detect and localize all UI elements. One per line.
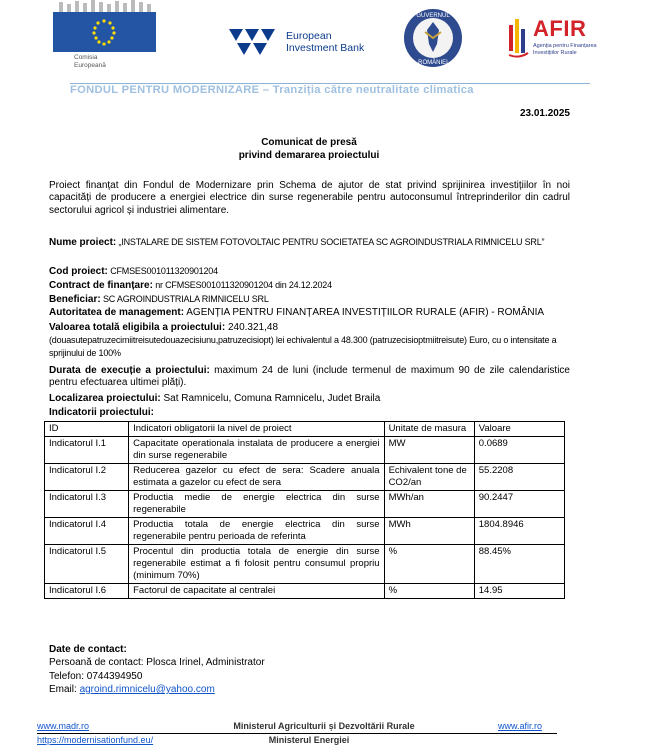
cell-id: Indicatorul I.1 [45, 437, 129, 464]
project-beneficiary-label: Beneficiar: [49, 294, 101, 305]
project-code-value: CFMSES001011320901204 [107, 266, 218, 276]
cell-value: 55.2208 [474, 464, 564, 491]
project-duration-label: Durata de execuție a proiectului: [49, 365, 210, 376]
project-name-value: „INSTALARE DE SISTEM FOTOVOLTAIC PENTRU SOCIETATEA SC AGROINDUSTRIALA RIMNICELU SRL” [116, 237, 545, 247]
cell-value: 90.2447 [474, 491, 564, 518]
document-heading [0, 136, 618, 162]
footer-madr-link[interactable]: www.madr.ro [37, 721, 90, 731]
document-date: 23.01.2025 [519, 108, 570, 119]
project-name-label: Nume proiect: [49, 237, 117, 248]
cell-value: 0.0689 [474, 437, 564, 464]
project-authority-label: Autoritatea de management: [49, 307, 185, 318]
afir-sub-line1: Agenția pentru Finanțarea [533, 43, 597, 49]
project-location-label: Localizarea proiectului: [49, 393, 161, 404]
eu-flag-icon [53, 12, 156, 52]
project-contract [49, 279, 570, 292]
ec-text-line2: Europeană [74, 62, 106, 69]
cell-unit: MWh/an [384, 491, 474, 518]
cell-id: Indicatorul I.5 [45, 545, 129, 584]
project-code [49, 265, 570, 278]
indicators-label: Indicatorii proiectului: [49, 407, 155, 418]
gov-seal-bottom-text: ROMÂNIEI [418, 60, 448, 66]
header-value: Valoare [474, 422, 564, 437]
project-beneficiary-value: SC AGROINDUSTRIALA RIMNICELU SRL [100, 294, 269, 304]
ec-text-line1: Comisia [74, 54, 98, 61]
contact-title: Date de contact: [49, 644, 127, 655]
project-value [49, 322, 570, 359]
footer-modernisation-link[interactable]: https://modernisationfund.eu/ [37, 735, 154, 745]
cell-indicator: Reducerea gazelor cu efect de sera: Scadere anuala estimata a gazelor cu efect de sera [129, 464, 384, 491]
afir-title: AFIR [533, 16, 587, 41]
project-value-detail: (douasutepatruzecimiitreisutedouazecisiunu,patruzecisiopt) lei echivalentul a 48.300 (patruzecisioptmiitreisute) Euro, cu o intensitate a sprijinului de 100% [49, 335, 557, 358]
contact-email-link[interactable]: agroind.rimnicelu@yahoo.com [79, 683, 215, 695]
project-location [49, 393, 570, 405]
table-row [45, 464, 565, 491]
cell-id: Indicatorul I.3 [45, 491, 129, 518]
project-beneficiary [49, 293, 570, 306]
afir-sub-line2: Investițiilor Rurale [533, 49, 577, 56]
contact-section [49, 643, 265, 696]
project-location-value: Sat Ramnicelu, Comuna Ramnicelu, Judet Braila [160, 393, 381, 404]
footer-divider [37, 733, 557, 734]
footer-ministry-agriculture: Ministerul Agriculturii și Dezvoltării Rurale [233, 721, 415, 731]
cell-id: Indicatorul I.2 [45, 464, 129, 491]
project-code-label: Cod proiect: [49, 266, 108, 277]
contact-email-label: Email: [49, 683, 80, 695]
header-unit: Unitate de masura [384, 422, 474, 437]
afir-subtitle [533, 43, 597, 56]
fund-title: FONDUL PENTRU MODERNIZARE – Tranziția către neutralitate climatica [70, 84, 474, 96]
eib-text-line2: Investment Bank [286, 42, 365, 54]
cell-value: 14.95 [474, 584, 564, 599]
project-name [49, 236, 570, 249]
indicators-table [44, 421, 565, 599]
cell-indicator: Productia medie de energie electrica din surse regenerabile [129, 491, 384, 518]
cell-unit: MW [384, 437, 474, 464]
table-header-row [45, 422, 565, 437]
cell-value: 88.45% [474, 545, 564, 584]
cell-id: Indicatorul I.4 [45, 518, 129, 545]
intro-paragraph: Proiect finanțat din Fondul de Modernizare prin Schema de ajutor de stat privind sprijinirea investițiilor în noi capacități de producere a energiei electrice din surse regenerabile pentru autoconsumul întreprinderilor din cadrul sectorului agricol și industriei alimentare. [49, 180, 570, 216]
project-value-label: Valoarea totală eligibila a proiectului: [49, 322, 226, 333]
header-indicator: Indicatori obligatorii la nivel de proiect [129, 422, 384, 437]
table-row [45, 437, 565, 464]
cell-id: Indicatorul I.6 [45, 584, 129, 599]
eib-text-line1: European [286, 30, 332, 42]
table-row [45, 545, 565, 584]
gov-seal-top-text: GUVERNUL [416, 13, 450, 19]
ec-logo-text [74, 54, 106, 70]
table-row [45, 491, 565, 518]
cell-unit: % [384, 545, 474, 584]
cell-indicator: Procentul din productia totala de energie din surse regenerabile estimat a fi folosit pentru consumul propriu (minimum 70%) [129, 545, 384, 584]
cell-value: 1804.8946 [474, 518, 564, 545]
project-value-amount: 240.321,48 [225, 322, 278, 333]
project-duration-value: maximum 24 de luni (include termenul de maximum 90 de zile calendaristice pentru efectuarea ultimei plăți). [49, 365, 570, 389]
table-row [45, 584, 565, 599]
cell-indicator: Capacitate operationala instalata de producere a energiei din surse regenerabile [129, 437, 384, 464]
cell-indicator: Productia totala de energie electrica din surse regenerabile pentru perioada de referinta [129, 518, 384, 545]
header-id: ID [45, 422, 129, 437]
heading-line1: Comunicat de presă [261, 137, 357, 148]
project-authority [49, 307, 570, 319]
contact-email-row [49, 683, 265, 696]
government-seal-icon [403, 8, 463, 68]
cell-indicator: Factorul de capacitate al centralei [129, 584, 384, 599]
heading-line2: privind demararea proiectului [238, 150, 380, 161]
cell-unit: Echivalent tone de CO2/an [384, 464, 474, 491]
afir-logo-icon [508, 15, 530, 60]
project-contract-label: Contract de finanțare: [49, 280, 153, 291]
cell-unit: % [384, 584, 474, 599]
project-contract-value: nr CFMSES001011320901204 din 24.12.2024 [152, 280, 332, 290]
eib-logo-text [286, 30, 364, 54]
eib-logo-icon [225, 25, 277, 63]
cell-unit: MWh [384, 518, 474, 545]
table-row [45, 518, 565, 545]
project-duration [49, 365, 570, 390]
contact-person: Persoană de contact: Ploscа Irinel, Administrator [49, 657, 265, 669]
project-authority-value: AGENȚIA PENTRU FINANȚAREA INVESTIȚIILOR RURALE (AFIR) - ROMÂNIA [184, 307, 545, 318]
contact-phone: Telefon: 0744394950 [49, 670, 143, 682]
footer-ministry-energy: Ministerul Energiei [268, 735, 350, 745]
footer-afir-link[interactable]: www.afir.ro [498, 721, 543, 731]
